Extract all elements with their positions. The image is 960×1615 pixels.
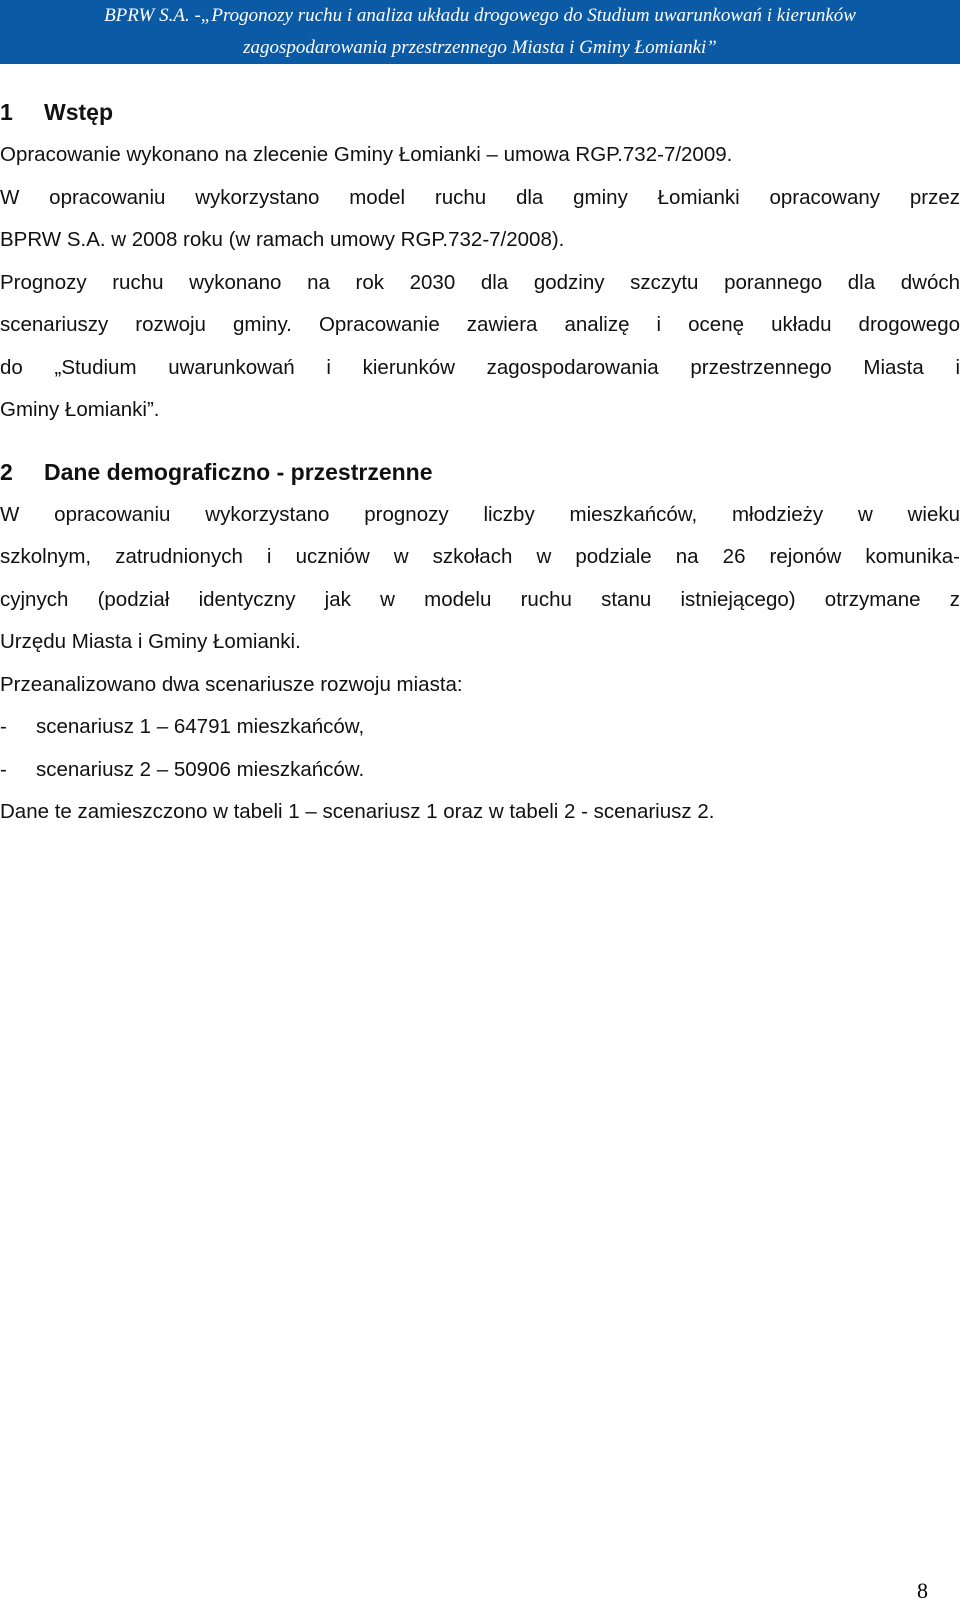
section-2-paragraph <box>0 494 960 707</box>
section-1-paragraph <box>0 134 960 432</box>
section-1-title: Wstęp <box>44 99 113 125</box>
running-header <box>0 0 960 64</box>
section-1-line: W opracowaniu wykorzystano model ruchu dla gminy Łomianki opracowany przez <box>0 185 960 209</box>
list-bullet: - <box>0 757 7 781</box>
section-1-line: Gminy Łomianki”. <box>0 398 160 421</box>
section-1-line: Prognozy ruchu wykonano na rok 2030 dla godziny szczytu porannego dla dwóch <box>0 270 960 294</box>
list-bullet: - <box>0 715 7 738</box>
list-item-text: scenariusz 2 – 50906 mieszkańców. <box>36 757 365 781</box>
section-1-line: BPRW S.A. w 2008 roku (w ramach umowy RGP.732-7/2008). <box>0 228 565 251</box>
list-item <box>0 749 960 792</box>
list-item-text: scenariusz 1 – 64791 mieszkańców, <box>36 715 365 738</box>
section-2-line: Przeanalizowano dwa scenariusze rozwoju miasta: <box>0 672 463 696</box>
closing-line: Dane te zamieszczono w tabeli 1 – scenariusz 1 oraz w tabeli 2 - scenariusz 2. <box>0 800 715 823</box>
list-item <box>0 706 960 749</box>
header-line-2: zagospodarowania przestrzennego Miasta i Gminy Łomianki” <box>243 37 717 58</box>
header-line-1: BPRW S.A. -„Progonozy ruchu i analiza układu drogowego do Studium uwarunkowań i kierunków <box>104 5 856 26</box>
section-spacer <box>0 432 960 450</box>
document-body <box>0 90 960 834</box>
section-2-closing <box>0 791 960 834</box>
section-1-line: do „Studium uwarunkowań i kierunków zagospodarowania przestrzennego Miasta i <box>0 355 960 379</box>
section-1-number: 1 <box>0 99 13 125</box>
page-number: 8 <box>917 1578 928 1603</box>
section-2-line: W opracowaniu wykorzystano prognozy liczby mieszkańców, młodzieży w wieku <box>0 502 960 526</box>
section-2-heading <box>0 450 960 494</box>
section-1-heading <box>0 90 960 134</box>
section-1-line: scenariuszy rozwoju gminy. Opracowanie zawiera analizę i ocenę układu drogowego <box>0 313 960 336</box>
section-2-line: Urzędu Miasta i Gminy Łomianki. <box>0 630 301 653</box>
section-2-line: cyjnych (podział identyczny jak w modelu ruchu stanu istniejącego) otrzymane z <box>0 587 960 611</box>
section-2-number: 2 <box>0 458 13 485</box>
section-2-line: szkolnym, zatrudnionych i uczniów w szkołach w podziale na 26 rejonów komunika- <box>0 545 960 568</box>
section-1-line: Opracowanie wykonano na zlecenie Gminy Łomianki – umowa RGP.732-7/2009. <box>0 143 733 166</box>
section-2-title: Dane demograficzno - przestrzenne <box>44 458 433 485</box>
